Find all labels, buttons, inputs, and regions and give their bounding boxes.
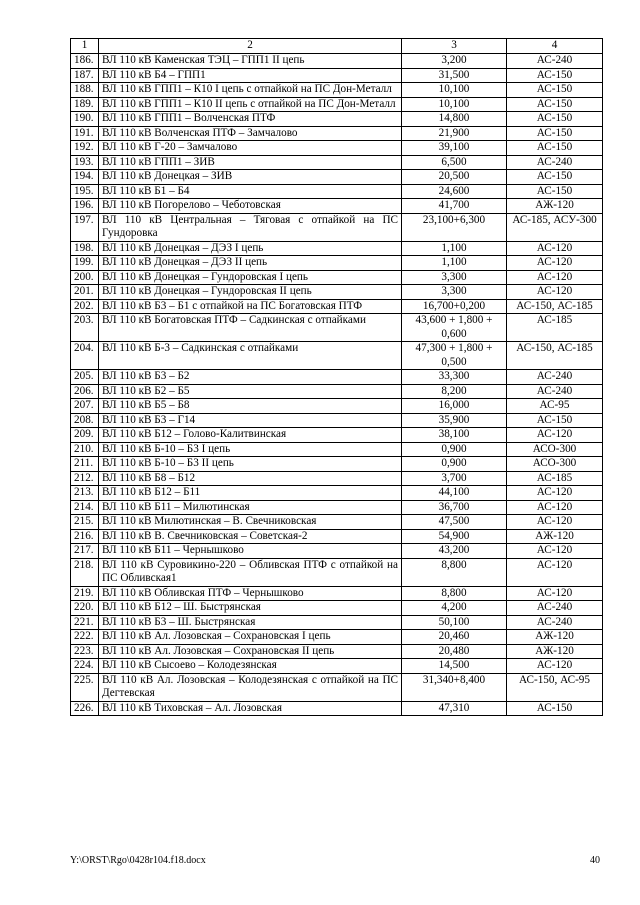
wire-type: АС-150, АС-185	[507, 342, 603, 370]
line-name: ВЛ 110 кВ Богатовская ПТФ – Садкинская с отпайками	[99, 314, 402, 342]
line-name: ВЛ 110 кВ Б2 – Б5	[99, 384, 402, 399]
line-name: ВЛ 110 кВ Волченская ПТФ – Замчалово	[99, 126, 402, 141]
row-number: 218.	[71, 558, 99, 586]
wire-type: АС-120	[507, 428, 603, 443]
table-row	[71, 673, 603, 701]
table-row	[71, 213, 603, 241]
wire-type: АС-185	[507, 471, 603, 486]
wire-type: АС-150	[507, 112, 603, 127]
line-length: 33,300	[402, 370, 507, 385]
wire-type: АЖ-120	[507, 644, 603, 659]
table-row	[71, 428, 603, 443]
row-number: 205.	[71, 370, 99, 385]
wire-type: АС-120	[507, 500, 603, 515]
line-name: ВЛ 110 кВ Б3 – Ш. Быстрянская	[99, 615, 402, 630]
row-number: 190.	[71, 112, 99, 127]
wire-type: АС-240	[507, 155, 603, 170]
table-row	[71, 515, 603, 530]
wire-type: АС-150	[507, 701, 603, 716]
wire-type: АС-120	[507, 558, 603, 586]
line-name: ВЛ 110 кВ Б11 – Милютинская	[99, 500, 402, 515]
line-length: 1,100	[402, 256, 507, 271]
row-number: 209.	[71, 428, 99, 443]
line-name: ВЛ 110 кВ Обливская ПТФ – Чернышково	[99, 586, 402, 601]
wire-type: АС-185, АСУ-300	[507, 213, 603, 241]
row-number: 225.	[71, 673, 99, 701]
line-name: ВЛ 110 кВ Б12 – Голово-Калитвинская	[99, 428, 402, 443]
line-name: ВЛ 110 кВ Каменская ТЭЦ – ГПП1 II цепь	[99, 54, 402, 69]
line-name: ВЛ 110 кВ Донецкая – ДЭЗ I цепь	[99, 241, 402, 256]
row-number: 201.	[71, 285, 99, 300]
row-number: 199.	[71, 256, 99, 271]
line-length: 8,800	[402, 586, 507, 601]
table-row	[71, 544, 603, 559]
row-number: 214.	[71, 500, 99, 515]
line-length: 3,700	[402, 471, 507, 486]
table-row	[71, 299, 603, 314]
line-length: 41,700	[402, 199, 507, 214]
line-length: 47,300 + 1,800 + 0,500	[402, 342, 507, 370]
row-number: 213.	[71, 486, 99, 501]
wire-type: АС-120	[507, 270, 603, 285]
line-name: ВЛ 110 кВ ГПП1 – ЗИВ	[99, 155, 402, 170]
footer-file-path: Y:\ORST\Rgo\0428r104.f18.docx	[70, 855, 206, 866]
table-row	[71, 83, 603, 98]
row-number: 194.	[71, 170, 99, 185]
row-number: 222.	[71, 630, 99, 645]
wire-type: АС-120	[507, 486, 603, 501]
row-number: 187.	[71, 68, 99, 83]
line-length: 8,800	[402, 558, 507, 586]
row-number: 195.	[71, 184, 99, 199]
line-name: ВЛ 110 кВ Донецкая – ДЭЗ II цепь	[99, 256, 402, 271]
line-name: ВЛ 110 кВ Б3 – Б2	[99, 370, 402, 385]
table-row	[71, 701, 603, 716]
row-number: 192.	[71, 141, 99, 156]
line-length: 44,100	[402, 486, 507, 501]
line-name: ВЛ 110 кВ Ал. Лозовская – Сохрановская I цепь	[99, 630, 402, 645]
table-row	[71, 155, 603, 170]
wire-type: АС-150, АС-185	[507, 299, 603, 314]
wire-type: АС-95	[507, 399, 603, 414]
line-name: ВЛ 110 кВ Б8 – Б12	[99, 471, 402, 486]
wire-type: АС-120	[507, 256, 603, 271]
row-number: 219.	[71, 586, 99, 601]
line-name: ВЛ 110 кВ ГПП1 – К10 I цепь с отпайкой на ПС Дон-Металл	[99, 83, 402, 98]
row-number: 200.	[71, 270, 99, 285]
table-row	[71, 615, 603, 630]
line-name: ВЛ 110 кВ ГПП1 – К10 II цепь с отпайкой на ПС Дон-Металл	[99, 97, 402, 112]
table-row	[71, 184, 603, 199]
table-row	[71, 241, 603, 256]
wire-type: АС-240	[507, 54, 603, 69]
wire-type: АС-150	[507, 141, 603, 156]
wire-type: АС-240	[507, 384, 603, 399]
row-number: 196.	[71, 199, 99, 214]
line-name: ВЛ 110 кВ Донецкая – ЗИВ	[99, 170, 402, 185]
line-length: 21,900	[402, 126, 507, 141]
line-length: 3,300	[402, 270, 507, 285]
wire-type: АС-150, АС-95	[507, 673, 603, 701]
line-name: ВЛ 110 кВ Погорелово – Чеботовская	[99, 199, 402, 214]
row-number: 216.	[71, 529, 99, 544]
line-length: 47,500	[402, 515, 507, 530]
line-length: 39,100	[402, 141, 507, 156]
wire-type: АС-120	[507, 659, 603, 674]
line-length: 31,340+8,400	[402, 673, 507, 701]
wire-type: АС-150	[507, 83, 603, 98]
column-header-4: 4	[507, 39, 603, 54]
table-row	[71, 630, 603, 645]
line-name: ВЛ 110 кВ ГПП1 – Волченская ПТФ	[99, 112, 402, 127]
line-name: ВЛ 110 кВ Сысоево – Колодезянская	[99, 659, 402, 674]
line-length: 8,200	[402, 384, 507, 399]
table-row	[71, 399, 603, 414]
table-row	[71, 285, 603, 300]
row-number: 193.	[71, 155, 99, 170]
wire-type: АС-185	[507, 314, 603, 342]
table-row	[71, 126, 603, 141]
row-number: 220.	[71, 601, 99, 616]
wire-type: АС-150	[507, 97, 603, 112]
wire-type: АС-240	[507, 615, 603, 630]
line-name: ВЛ 110 кВ Ал. Лозовская – Колодезянская с отпайкой на ПС Дегтевская	[99, 673, 402, 701]
line-name: ВЛ 110 кВ Б3 – Б1 с отпайкой на ПС Богатовская ПТФ	[99, 299, 402, 314]
row-number: 197.	[71, 213, 99, 241]
line-name: ВЛ 110 кВ Б12 – Б11	[99, 486, 402, 501]
line-length: 14,500	[402, 659, 507, 674]
row-number: 188.	[71, 83, 99, 98]
line-length: 31,500	[402, 68, 507, 83]
wire-type: АС-120	[507, 515, 603, 530]
row-number: 215.	[71, 515, 99, 530]
table-row	[71, 342, 603, 370]
row-number: 210.	[71, 442, 99, 457]
wire-type: АС-120	[507, 544, 603, 559]
table-row	[71, 370, 603, 385]
line-length: 20,500	[402, 170, 507, 185]
wire-type: АС-240	[507, 601, 603, 616]
wire-type: АС-150	[507, 170, 603, 185]
row-number: 208.	[71, 413, 99, 428]
row-number: 211.	[71, 457, 99, 472]
table-row	[71, 141, 603, 156]
line-length: 0,900	[402, 457, 507, 472]
row-number: 203.	[71, 314, 99, 342]
column-header-3: 3	[402, 39, 507, 54]
row-number: 191.	[71, 126, 99, 141]
row-number: 204.	[71, 342, 99, 370]
line-length: 14,800	[402, 112, 507, 127]
column-header-2: 2	[99, 39, 402, 54]
line-length: 0,900	[402, 442, 507, 457]
line-length: 43,200	[402, 544, 507, 559]
row-number: 226.	[71, 701, 99, 716]
line-length: 35,900	[402, 413, 507, 428]
line-name: ВЛ 110 кВ Б12 – Ш. Быстрянская	[99, 601, 402, 616]
table-header-row	[71, 39, 603, 54]
wire-type: АС-150	[507, 413, 603, 428]
table-row	[71, 644, 603, 659]
table-row	[71, 558, 603, 586]
table-row	[71, 170, 603, 185]
row-number: 217.	[71, 544, 99, 559]
line-name: ВЛ 110 кВ Тиховская – Ал. Лозовская	[99, 701, 402, 716]
line-length: 6,500	[402, 155, 507, 170]
line-length: 24,600	[402, 184, 507, 199]
line-name: ВЛ 110 кВ Г-20 – Замчалово	[99, 141, 402, 156]
table-row	[71, 442, 603, 457]
power-lines-table	[70, 38, 603, 716]
line-length: 50,100	[402, 615, 507, 630]
line-length: 3,300	[402, 285, 507, 300]
row-number: 224.	[71, 659, 99, 674]
row-number: 186.	[71, 54, 99, 69]
table-row	[71, 457, 603, 472]
table-row	[71, 97, 603, 112]
row-number: 206.	[71, 384, 99, 399]
table-row	[71, 68, 603, 83]
line-name: ВЛ 110 кВ Б5 – Б8	[99, 399, 402, 414]
line-length: 20,460	[402, 630, 507, 645]
table-row	[71, 199, 603, 214]
line-length: 54,900	[402, 529, 507, 544]
row-number: 202.	[71, 299, 99, 314]
row-number: 212.	[71, 471, 99, 486]
wire-type: АЖ-120	[507, 630, 603, 645]
line-length: 23,100+6,300	[402, 213, 507, 241]
table-row	[71, 659, 603, 674]
line-length: 10,100	[402, 83, 507, 98]
table-row	[71, 54, 603, 69]
line-length: 16,000	[402, 399, 507, 414]
line-name: ВЛ 110 кВ Б3 – Г14	[99, 413, 402, 428]
table-row	[71, 586, 603, 601]
table-row	[71, 112, 603, 127]
row-number: 207.	[71, 399, 99, 414]
wire-type: АС-120	[507, 241, 603, 256]
table-row	[71, 486, 603, 501]
line-name: ВЛ 110 кВ Центральная – Тяговая с отпайкой на ПС Гундоровка	[99, 213, 402, 241]
wire-type: АСО-300	[507, 457, 603, 472]
line-name: ВЛ 110 кВ Б4 – ГПП1	[99, 68, 402, 83]
table-row	[71, 471, 603, 486]
wire-type: АЖ-120	[507, 199, 603, 214]
wire-type: АС-150	[507, 68, 603, 83]
line-length: 10,100	[402, 97, 507, 112]
line-name: ВЛ 110 кВ Донецкая – Гундоровская II цепь	[99, 285, 402, 300]
line-length: 36,700	[402, 500, 507, 515]
row-number: 198.	[71, 241, 99, 256]
wire-type: АСО-300	[507, 442, 603, 457]
wire-type: АС-150	[507, 126, 603, 141]
wire-type: АЖ-120	[507, 529, 603, 544]
wire-type: АС-150	[507, 184, 603, 199]
wire-type: АС-120	[507, 285, 603, 300]
line-name: ВЛ 110 кВ Б-10 – Б3 I цепь	[99, 442, 402, 457]
table-row	[71, 529, 603, 544]
line-length: 16,700+0,200	[402, 299, 507, 314]
footer-page-number: 40	[590, 855, 600, 866]
line-length: 43,600 + 1,800 + 0,600	[402, 314, 507, 342]
table-row	[71, 314, 603, 342]
wire-type: АС-120	[507, 586, 603, 601]
table-row	[71, 384, 603, 399]
line-name: ВЛ 110 кВ Б-10 – Б3 II цепь	[99, 457, 402, 472]
wire-type: АС-240	[507, 370, 603, 385]
line-name: ВЛ 110 кВ Б-3 – Садкинская с отпайками	[99, 342, 402, 370]
table-row	[71, 270, 603, 285]
line-length: 20,480	[402, 644, 507, 659]
line-name: ВЛ 110 кВ Б1 – Б4	[99, 184, 402, 199]
column-header-1: 1	[71, 39, 99, 54]
line-length: 3,200	[402, 54, 507, 69]
line-name: ВЛ 110 кВ Суровикино-220 – Обливская ПТФ с отпайкой на ПС Обливская1	[99, 558, 402, 586]
line-name: ВЛ 110 кВ В. Свечниковская – Советская-2	[99, 529, 402, 544]
line-name: ВЛ 110 кВ Донецкая – Гундоровская I цепь	[99, 270, 402, 285]
line-length: 47,310	[402, 701, 507, 716]
table-row	[71, 256, 603, 271]
line-length: 38,100	[402, 428, 507, 443]
table-row	[71, 601, 603, 616]
table-row	[71, 413, 603, 428]
row-number: 221.	[71, 615, 99, 630]
row-number: 223.	[71, 644, 99, 659]
table-body	[71, 54, 603, 716]
line-name: ВЛ 110 кВ Ал. Лозовская – Сохрановская II цепь	[99, 644, 402, 659]
line-name: ВЛ 110 кВ Милютинская – В. Свечниковская	[99, 515, 402, 530]
line-name: ВЛ 110 кВ Б11 – Чернышково	[99, 544, 402, 559]
table-row	[71, 500, 603, 515]
line-length: 1,100	[402, 241, 507, 256]
line-length: 4,200	[402, 601, 507, 616]
row-number: 189.	[71, 97, 99, 112]
